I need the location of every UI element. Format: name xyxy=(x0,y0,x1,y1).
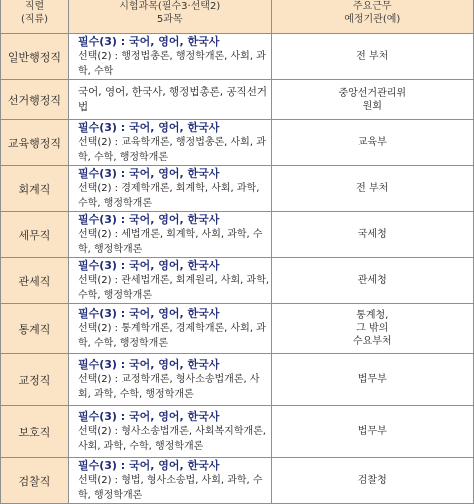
institution-cell xyxy=(271,120,474,166)
table-body xyxy=(1,34,474,504)
table-row xyxy=(1,120,474,166)
subjects-cell xyxy=(69,34,272,80)
subjects-text: 국어, 영어, 한국사, 행정법총론, 공직선거법 xyxy=(78,85,267,113)
series-name-cell: 교정직 xyxy=(1,354,69,406)
institution-cell xyxy=(271,166,474,212)
institution-line: 전 부처 xyxy=(356,183,389,194)
table-row xyxy=(1,304,474,354)
header-subjects xyxy=(69,0,272,34)
required-subjects: 필수(3) : 국어, 영어, 한국사 xyxy=(78,35,220,48)
required-subjects: 필수(3) : 국어, 영어, 한국사 xyxy=(78,358,220,371)
header-series-line-2: (직류) xyxy=(20,14,49,25)
header-series-line-1: 직렬 xyxy=(24,1,45,12)
institution-line: 검찰청 xyxy=(357,475,387,486)
elective-subjects: 선택(2) : 형사소송법개론, 사회복지학개론, 사회, 과학, 수학, 행정학개론 xyxy=(78,426,266,452)
institution-cell xyxy=(271,304,474,354)
subjects-cell xyxy=(69,212,272,258)
subjects-cell xyxy=(69,406,272,458)
institution-line: 법무부 xyxy=(357,374,387,385)
required-subjects: 필수(3) : 국어, 영어, 한국사 xyxy=(78,459,220,472)
elective-subjects: 선택(2) : 경제학개론, 회계학, 사회, 과학, 수학, 행정학개론 xyxy=(78,183,260,209)
series-name-cell: 회계직 xyxy=(1,166,69,212)
table-row xyxy=(1,80,474,120)
subjects-cell xyxy=(69,458,272,504)
series-name-cell: 선거행정직 xyxy=(1,80,69,120)
institution-line: 수요부처 xyxy=(352,336,392,347)
institution-line: 원회 xyxy=(362,100,382,112)
elective-subjects: 선택(2) : 관세법개론, 회계원리, 사회, 과학, 수학, 행정학개론 xyxy=(78,275,270,301)
institution-cell xyxy=(271,258,474,304)
table-row xyxy=(1,406,474,458)
elective-subjects: 선택(2) : 행정법총론, 행정학개론, 사회, 과학, 수학 xyxy=(78,51,266,77)
subjects-cell xyxy=(69,120,272,166)
table-row xyxy=(1,354,474,406)
table-row xyxy=(1,458,474,504)
institution-cell xyxy=(271,458,474,504)
elective-subjects: 선택(2) : 교정학개론, 형사소송법개론, 사회, 과학, 수학, 행정학개론 xyxy=(78,374,260,400)
required-subjects: 필수(3) : 국어, 영어, 한국사 xyxy=(78,259,220,272)
header-subjects-line-1: 시험과목(필수3·선택2) xyxy=(119,1,221,12)
header-institution-line-2: 예정기관(예) xyxy=(344,14,401,25)
table-header-row xyxy=(1,0,474,34)
series-name-cell: 관세직 xyxy=(1,258,69,304)
series-name-cell: 교육행정직 xyxy=(1,120,69,166)
series-name-cell: 검찰직 xyxy=(1,458,69,504)
institution-line: 관세청 xyxy=(357,275,387,286)
elective-subjects: 선택(2) : 교육학개론, 행정법총론, 사회, 과학, 수학, 행정학개론 xyxy=(78,137,266,163)
subjects-cell xyxy=(69,166,272,212)
required-subjects: 필수(3) : 국어, 영어, 한국사 xyxy=(78,167,220,180)
institution-line: 중앙선거관리위 xyxy=(338,87,407,99)
table-row xyxy=(1,34,474,80)
elective-subjects: 선택(2) : 세법개론, 회계학, 사회, 과학, 수학, 행정학개론 xyxy=(78,229,263,255)
institution-line: 전 부처 xyxy=(356,51,389,62)
institution-line: 통계청, xyxy=(356,310,389,321)
institution-cell xyxy=(271,406,474,458)
institution-cell xyxy=(271,212,474,258)
header-institution xyxy=(271,0,474,34)
elective-subjects: 선택(2) : 형법, 형사소송법, 사회, 과학, 수학, 행정학개론 xyxy=(78,475,263,501)
institution-cell xyxy=(271,80,474,120)
subjects-cell xyxy=(69,80,272,120)
series-name-cell: 일반행정직 xyxy=(1,34,69,80)
required-subjects: 필수(3) : 국어, 영어, 한국사 xyxy=(78,121,220,134)
subjects-cell xyxy=(69,258,272,304)
institution-line: 교육부 xyxy=(357,137,387,148)
institution-cell xyxy=(271,34,474,80)
institution-cell xyxy=(271,354,474,406)
required-subjects: 필수(3) : 국어, 영어, 한국사 xyxy=(78,410,220,423)
institution-line: 법무부 xyxy=(357,426,387,437)
series-name-cell: 보호직 xyxy=(1,406,69,458)
table-row xyxy=(1,212,474,258)
required-subjects: 필수(3) : 국어, 영어, 한국사 xyxy=(78,307,220,320)
institution-line: 그 밖의 xyxy=(356,323,389,334)
header-subjects-line-2: 5과목 xyxy=(156,14,183,25)
header-institution-line-1: 주요근무 xyxy=(352,1,392,12)
table-row xyxy=(1,258,474,304)
series-name-cell: 세무직 xyxy=(1,212,69,258)
subjects-cell xyxy=(69,354,272,406)
table-row xyxy=(1,166,474,212)
subjects-cell xyxy=(69,304,272,354)
series-name-cell: 통계직 xyxy=(1,304,69,354)
institution-line: 국세청 xyxy=(357,229,387,240)
required-subjects: 필수(3) : 국어, 영어, 한국사 xyxy=(78,213,220,226)
header-series xyxy=(1,0,69,34)
elective-subjects: 선택(2) : 통계학개론, 경제학개론, 사회, 과학, 수학, 행정학개론 xyxy=(78,323,266,349)
